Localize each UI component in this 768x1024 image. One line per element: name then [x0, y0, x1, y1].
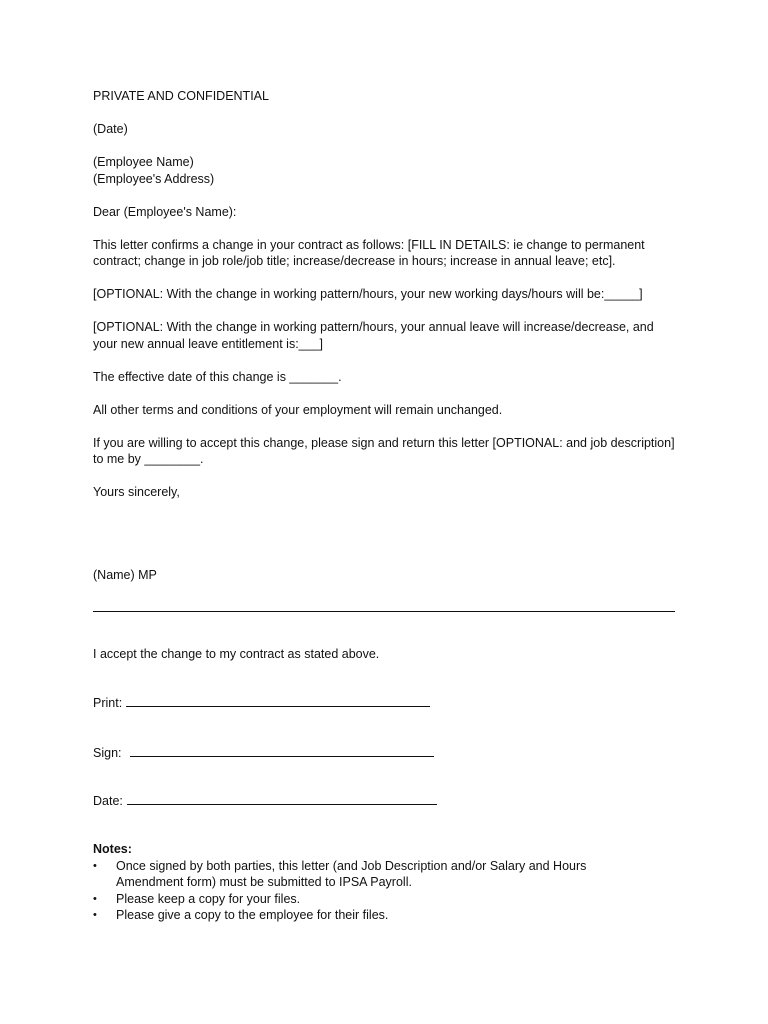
- note-text: Once signed by both parties, this letter (and Job Description and/or Salary and Hours Amendment form) must be submitted to IPSA Payroll.: [116, 858, 587, 889]
- date-placeholder: (Date): [93, 122, 128, 136]
- optional-hours-paragraph: [OPTIONAL: With the change in working pattern/hours, your new working days/hours will be:_____]: [93, 287, 643, 301]
- list-item: [93, 891, 653, 908]
- terms-paragraph: All other terms and conditions of your employment will remain unchanged.: [93, 402, 503, 417]
- date-blank: [127, 792, 437, 805]
- date-label: Date:: [93, 794, 123, 808]
- note-text: Please give a copy to the employee for their files.: [116, 908, 389, 922]
- signatory-name: (Name) MP: [93, 567, 157, 582]
- list-item: [93, 907, 653, 924]
- effective-date-paragraph: The effective date of this change is _______.: [93, 369, 342, 384]
- bullet-icon: •: [93, 892, 97, 905]
- section-divider: [93, 611, 675, 612]
- letter-body: [93, 88, 678, 583]
- note-text: Please keep a copy for your files.: [116, 891, 301, 906]
- bullet-icon: •: [93, 909, 97, 921]
- date-line: [93, 792, 437, 810]
- notes-list: [93, 858, 653, 924]
- employee-name-placeholder: (Employee Name): [93, 155, 194, 169]
- sign-line: [93, 744, 434, 762]
- accept-return-paragraph: If you are willing to accept this change, please sign and return this letter [OPTIONAL: and job description] to me by ________.: [93, 435, 675, 466]
- print-blank: [126, 694, 430, 707]
- notes-section: [93, 841, 653, 924]
- employee-address-placeholder: (Employee's Address): [93, 171, 215, 186]
- sign-label: Sign:: [93, 746, 122, 760]
- salutation: Dear (Employee's Name):: [93, 204, 237, 219]
- optional-leave-paragraph: [OPTIONAL: With the change in working pattern/hours, your annual leave will increase/decrease, and your new annual leave entitlement is:___]: [93, 320, 654, 351]
- acceptance-statement: I accept the change to my contract as stated above.: [93, 647, 380, 661]
- print-label: Print:: [93, 696, 123, 710]
- confidential-heading: PRIVATE AND CONFIDENTIAL: [93, 89, 269, 103]
- list-item: [93, 858, 653, 891]
- bullet-icon: •: [93, 859, 97, 872]
- sign-blank: [130, 744, 434, 757]
- closing: Yours sincerely,: [93, 485, 180, 499]
- confirm-paragraph: This letter confirms a change in your contract as follows: [FILL IN DETAILS: ie change to permanent contract; change in job role/job title; increase/decrease in hours; increase in annual leave; etc].: [93, 237, 645, 268]
- notes-title: Notes:: [93, 842, 132, 856]
- print-line: [93, 694, 430, 712]
